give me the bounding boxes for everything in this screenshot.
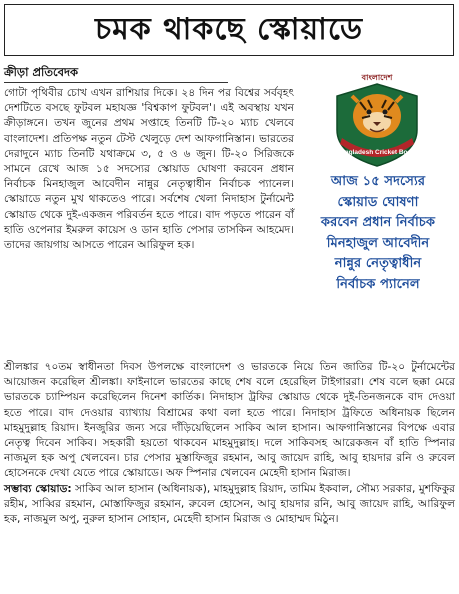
body-paragraph-2-block (4, 360, 455, 527)
headline: চমক থাকছে স্কোয়াডে (94, 11, 364, 47)
bcb-logo-icon (322, 72, 432, 168)
squad-label: সম্ভাব্য স্কোয়াড: (4, 482, 72, 495)
pull-quote-line: আজ ১৫ সদস্যের (330, 174, 426, 189)
pull-quote-line: নির্বাচক প্যানেল (336, 276, 420, 292)
headline-box (4, 4, 454, 56)
body-paragraph-2: শ্রীলঙ্কার ৭০তম স্বাধীনতা দিবস উপলক্ষে বাংলাদেশ ও ভারতকে নিয়ে তিন জাতির টি-২০ টুর্নামেন্টের আয়োজন করেছিল শ্রীলঙ্কা। ফাইনালে ভারতের কাছে শেষ বলে হেরেছিল টাইগাররা। শেষ বলে ছক্কা মেরে ভারতকে চ্যাম্পিয়ন করেছিলেন দিনেশ কার্তিক। নিদাহাস ট্রফির স্কোয়াড থেকে দুই-তিনজনকে বাদ দেওয়া হতে পারে। বাদ দেওয়ার ব্যাখ্যায় বিশ্রামের কথা বলা হতে পারে। নিদাহাস ট্রফিতে অধিনায়ক ছিলেন মাহমুদুল্লাহ রিয়াদ। ইনজুরির জন্য সরে দাঁড়িয়েছিলেন সাকিব আল হাসান। আফগানিস্তানের বিপক্ষে এবার নেতৃত্ব দিবেন সাকিব। সহকারী হয়তো থাকবেন মাহমুদুল্লাহ। দলে সাকিবসহ আরেকজন বাঁ হাতি স্পিনার নাজমুল হক অপু খেলবেন। চার পেসার মুস্তাফিজুর রহমান, আবু জায়েদ রাহি, আবু হায়দার রনি ও রুবেল হোসেনকে দেখা যেতে পারে স্কোয়াডে। অফ স্পিনার খেলবেন মেহেদী হাসান মিরাজ। (4, 361, 455, 480)
pull-quote (298, 172, 458, 295)
pull-quote-line: করবেন প্রধান নির্বাচক (320, 215, 436, 230)
body-paragraph-1: গোটা পৃথিবীর চোখ এখন রাশিয়ার দিকে। ২৪ দিন পর বিশ্বের সর্ববৃহৎ দেশটিতে বসছে ফুটবল মহাযজ্ঞ 'বিশ্বকাপ ফুটবল'। এই অবস্থায় যখন ক্রীড়াঙ্গনে। তখন জুনের প্রথম সপ্তাহে তিনটি টি-২০ ম্যাচ খেলবে বাংলাদেশ। প্রতিপক্ষ নতুন টেস্ট খেলুড়ে দেশ আফগানিস্তান। ভারতের দেরাদুনে ম্যাচ তিনটি যথাক্রমে ৩, ৫ ও ৬ জুন। টি-২০ সিরিজকে সামনে রেখে আজ ১৫ সদস্যের স্কোয়াড ঘোষণা করবেন প্রধান নির্বাচক মিনহাজুল আবেদীন নান্নুর নেতৃত্বাধীন নির্বাচক প্যানেল। স্কোয়াডে নতুন মুখ থাকতেও পারে। সর্বশেষ খেলা নিদাহাস টুর্নামেন্ট স্কোয়াড থেকে দুই-একজন পরিবর্তন হতে পারে। বাদ পড়তে পারেন বাঁ হাতি ওপেনার ইমরুল কায়েস ও ডান হাতি পেসার তাসকিন আহমেদ। তাদের জায়গায় আসতে পারেন আরিফুল হক। (4, 87, 294, 252)
byline: ক্রীড়া প্রতিবেদক (4, 65, 79, 79)
pull-quote-line: মিনহাজুল আবেদীন (326, 235, 430, 251)
pull-quote-line: স্কোয়াড ঘোষণা (337, 194, 419, 210)
squad-list: সাকিব আল হাসান (অধিনায়ক), মাহমুদুল্লাহ রিয়াদ, তামিম ইকবাল, সৌম্য সরকার, মুশফিকুর রহীম, সাব্বির রহমান, মোস্তাফিজুর রহমান, রুবেল হোসেন, আবু হায়দার রনি, আবু জায়েদ রাহি, আরিফুল হক, নাজমুল অপু, নুরুল হাসান সোহান, মেহেদী হাসান মিরাজ ও মোহাম্মদ মিঠুন। (4, 482, 456, 526)
bcb-logo (322, 72, 432, 168)
logo-top-text: বাংলাদেশ (361, 73, 393, 82)
logo-ring-text: Bangladesh Cricket Board (336, 149, 418, 156)
byline-divider (4, 82, 228, 83)
pull-quote-line: নান্নুর নেতৃত্বাধীন (334, 256, 422, 271)
